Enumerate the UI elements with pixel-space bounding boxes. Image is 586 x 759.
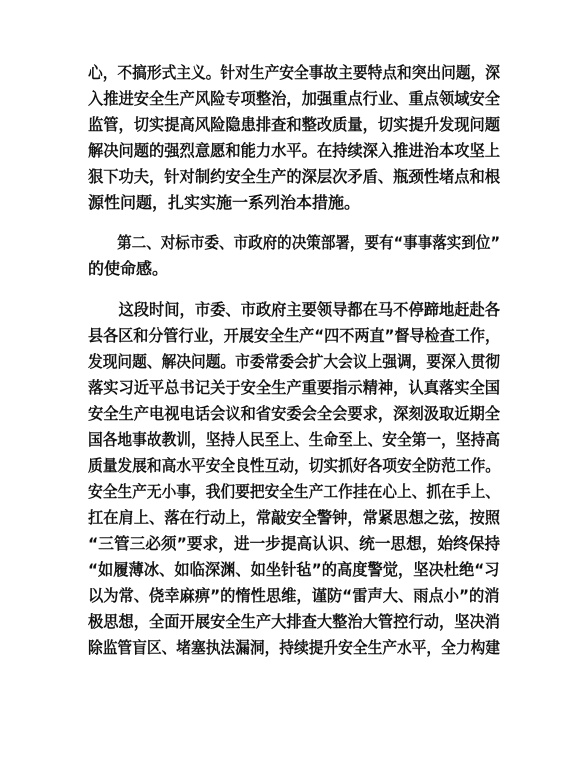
text-line: 极思想，全面开展安全生产大排查大整治大管控行动，坚决消 (88, 612, 501, 631)
paragraph-1 (88, 60, 500, 216)
paragraph-3 (88, 297, 500, 661)
text-line: 第二、对标市委、市政府的决策部署，要有“事事落实到位” (88, 233, 501, 252)
text-line: 安全生产无小事，我们要把安全生产工作挂在心上、抓在手上、 (88, 482, 501, 501)
text-line: 质量发展和高水平安全良性互动，切实抓好各项安全防范工作。 (88, 456, 501, 475)
text-line: 除监管盲区、堵塞执法漏洞，持续提升安全生产水平，全力构建 (88, 638, 501, 657)
text-line: 以为常、侥幸麻痹”的惰性思维，谨防“雷声大、雨点小”的消 (88, 586, 500, 605)
text-line: “如履薄冰、如临深渊、如坐针毡”的高度警觉，坚决杜绝“习 (88, 560, 500, 579)
text-line: 这段时间，市委、市政府主要领导都在马不停蹄地赶赴各 (88, 300, 501, 319)
text-line: 心，不搞形式主义。针对生产安全事故主要特点和突出问题，深 (88, 63, 501, 82)
text-line: 狠下功夫，针对制约安全生产的深层次矛盾、瓶颈性堵点和根 (88, 167, 501, 186)
text-line: “三管三必须”要求，进一步提高认识、统一思想，始终保持 (88, 534, 501, 553)
text-line: 发现问题、解决问题。市委常委会扩大会议上强调，要深入贯彻 (88, 352, 501, 371)
text-line: 源性问题，扎实实施一系列治本措施。 (88, 193, 361, 212)
text-line: 县各区和分管行业，开展安全生产“四不两直”督导检查工作， (88, 326, 501, 345)
text-line: 国各地事故教训，坚持人民至上、生命至上、安全第一，坚持高 (88, 430, 501, 449)
text-line: 的使命感。 (88, 259, 169, 278)
paragraph-2-heading (88, 230, 500, 282)
text-line: 入推进安全生产风险专项整治，加强重点行业、重点领域安全 (88, 89, 501, 108)
text-line: 安全生产电视电话会议和省安委会全会要求，深刻汲取近期全 (88, 404, 501, 423)
text-line: 解决问题的强烈意愿和能力水平。在持续深入推进治本攻坚上 (88, 141, 501, 160)
text-line: 监管，切实提高风险隐患排查和整改质量，切实提升发现问题 (88, 115, 501, 134)
text-line: 扛在肩上、落在行动上，常敲安全警钟，常紧思想之弦，按照 (88, 508, 501, 527)
text-line: 落实习近平总书记关于安全生产重要指示精神，认真落实全国 (88, 378, 501, 397)
